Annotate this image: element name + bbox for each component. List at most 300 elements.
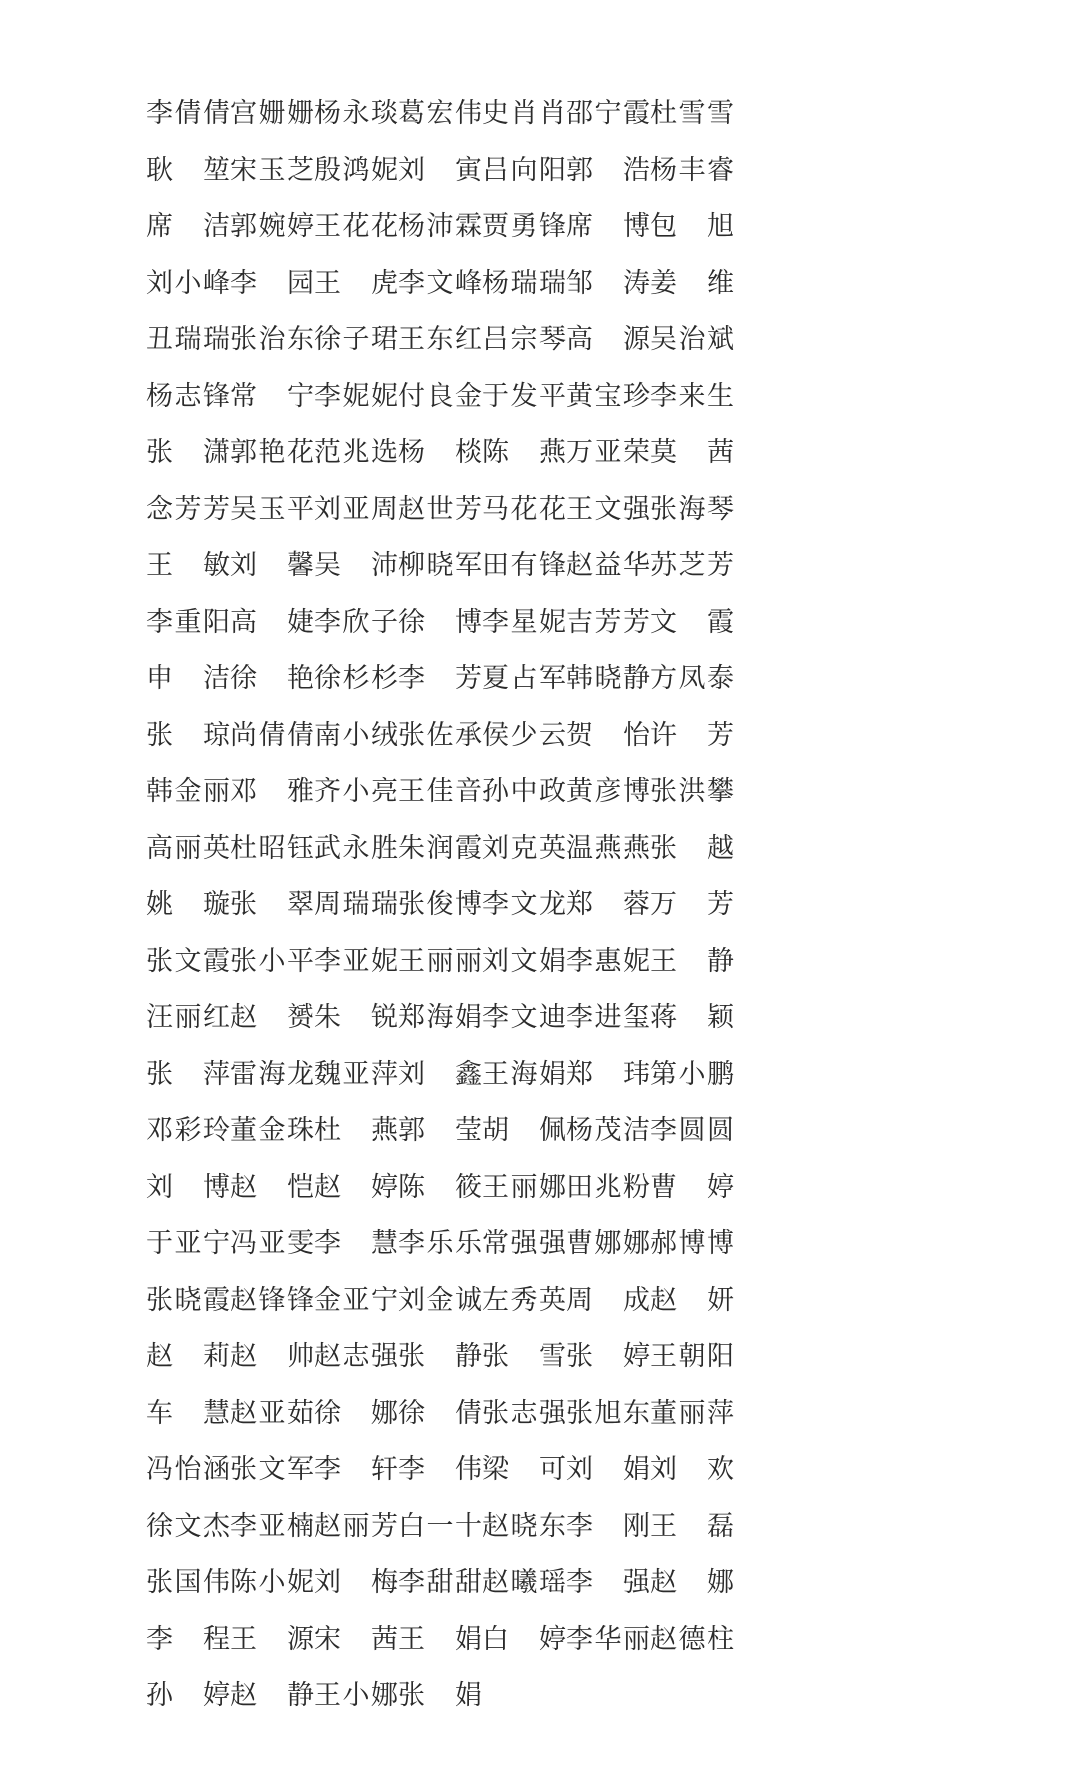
name-char: 洁 [623, 1115, 650, 1147]
name-char: 刘 [146, 267, 173, 299]
name-entry [398, 1111, 482, 1151]
name-entry [146, 207, 230, 247]
name-entry [566, 603, 650, 643]
name-char: 张 [398, 1341, 425, 1373]
name-char: 席 [566, 211, 593, 243]
name-char: 静 [455, 1341, 482, 1373]
name-entry [230, 1394, 314, 1434]
name-entry [314, 377, 398, 417]
name-char: 小 [678, 1058, 706, 1090]
name-char: 国 [174, 1567, 202, 1599]
name-char: 燕 [371, 1115, 398, 1147]
name-char: 张 [650, 776, 677, 808]
name-char: 轩 [371, 1454, 398, 1486]
name-char: 博 [623, 211, 650, 243]
name-char: 园 [287, 267, 314, 299]
name-char: 尚 [230, 719, 257, 751]
name-char: 乐 [426, 1228, 454, 1260]
name-char: 赵 [398, 493, 425, 525]
name-char: 子 [342, 324, 370, 356]
name-entry [650, 1111, 734, 1151]
name-char: 艳 [258, 437, 286, 469]
name-char: 李 [398, 1567, 425, 1599]
name-row [146, 143, 946, 200]
name-char: 娟 [539, 945, 566, 977]
name-char: 欣 [342, 606, 370, 638]
name-char: 艳 [287, 663, 314, 695]
name-entry [230, 942, 314, 982]
name-char: 周 [314, 889, 341, 921]
name-char: 李 [398, 1228, 425, 1260]
name-char: 堃 [203, 154, 230, 186]
name-char: 王 [314, 211, 341, 243]
name-char: 欢 [707, 1454, 734, 1486]
name-entry [650, 829, 734, 869]
name-char: 周 [566, 1284, 593, 1316]
name-char: 李 [482, 1002, 509, 1034]
name-char: 甜 [426, 1567, 454, 1599]
name-entry [650, 942, 734, 982]
name-char: 李 [398, 267, 425, 299]
name-char: 赵 [482, 1567, 509, 1599]
name-entry [398, 433, 482, 473]
name-char: 洪 [678, 776, 706, 808]
name-char: 霞 [203, 1284, 230, 1316]
name-entry [398, 264, 482, 304]
name-char: 邹 [566, 267, 593, 299]
name-char: 刘 [314, 1567, 341, 1599]
name-char: 梅 [371, 1567, 398, 1599]
name-char: 郭 [566, 154, 593, 186]
name-char: 平 [539, 380, 566, 412]
name-entry [482, 151, 566, 191]
name-char: 茂 [594, 1115, 622, 1147]
name-char: 德 [678, 1623, 706, 1655]
name-char: 娜 [707, 1567, 734, 1599]
name-char: 李 [398, 663, 425, 695]
name-char: 温 [566, 832, 593, 864]
name-entry [146, 1620, 230, 1660]
name-char: 雪 [678, 98, 706, 130]
name-row [146, 1329, 946, 1386]
name-char: 静 [287, 1680, 314, 1712]
name-entry [230, 1055, 314, 1095]
name-char: 姗 [258, 98, 286, 130]
name-char: 吴 [230, 493, 257, 525]
name-char: 娜 [371, 1680, 398, 1712]
name-char: 迪 [539, 1002, 566, 1034]
name-entry [146, 546, 230, 586]
name-entry [314, 1563, 398, 1603]
name-entry [650, 998, 734, 1038]
name-char: 邓 [230, 776, 257, 808]
name-char: 芳 [707, 550, 734, 582]
name-char: 亚 [342, 945, 370, 977]
name-char: 娟 [455, 1002, 482, 1034]
name-char: 婷 [707, 1171, 734, 1203]
name-entry [314, 659, 398, 699]
name-char: 成 [623, 1284, 650, 1316]
name-char: 小 [258, 945, 286, 977]
name-char: 馨 [287, 550, 314, 582]
name-char: 赵 [314, 1341, 341, 1373]
name-char: 常 [482, 1228, 509, 1260]
name-char: 茜 [371, 1623, 398, 1655]
name-char: 张 [230, 324, 257, 356]
name-entry [566, 829, 650, 869]
name-char: 赵 [230, 1002, 257, 1034]
name-char: 张 [482, 1341, 509, 1373]
name-char: 黄 [566, 380, 593, 412]
name-entry [398, 659, 482, 699]
name-char: 瑶 [539, 1567, 566, 1599]
name-char: 武 [314, 832, 341, 864]
name-entry [482, 1507, 566, 1547]
name-char: 王 [482, 1058, 509, 1090]
name-char: 丽 [455, 945, 482, 977]
name-entry [650, 1337, 734, 1377]
name-char: 宁 [594, 98, 622, 130]
name-char: 斌 [707, 324, 734, 356]
name-row [146, 1668, 946, 1725]
name-char: 睿 [707, 154, 734, 186]
name-entry [146, 94, 230, 134]
name-entry [566, 1337, 650, 1377]
name-char: 金 [258, 1115, 286, 1147]
name-char: 第 [650, 1058, 677, 1090]
name-char: 梁 [482, 1454, 509, 1486]
name-char: 强 [539, 1397, 566, 1429]
name-entry [314, 1224, 398, 1264]
name-char: 杨 [146, 380, 173, 412]
name-char: 玲 [203, 1115, 230, 1147]
name-entry [650, 1563, 734, 1603]
name-row [146, 1555, 946, 1612]
name-char: 王 [650, 945, 677, 977]
name-entry [482, 433, 566, 473]
name-char: 赵 [230, 1341, 257, 1373]
name-entry [314, 151, 398, 191]
name-entry [482, 772, 566, 812]
name-char: 亚 [174, 1228, 202, 1260]
name-char: 丽 [426, 945, 454, 977]
name-char: 志 [342, 1341, 370, 1373]
name-char: 有 [510, 550, 538, 582]
name-char: 王 [398, 776, 425, 808]
name-char: 夏 [482, 663, 509, 695]
name-entry [230, 1563, 314, 1603]
name-entry [566, 546, 650, 586]
name-char: 妮 [287, 1567, 314, 1599]
name-char: 寅 [455, 154, 482, 186]
name-char: 文 [594, 493, 622, 525]
name-char: 妮 [342, 380, 370, 412]
name-char: 花 [371, 211, 398, 243]
name-char: 杨 [482, 267, 509, 299]
name-char: 刘 [398, 154, 425, 186]
name-char: 玮 [623, 1058, 650, 1090]
name-char: 张 [650, 832, 677, 864]
name-char: 吉 [566, 606, 593, 638]
name-char: 萍 [203, 1058, 230, 1090]
name-char: 源 [287, 1623, 314, 1655]
name-char: 郑 [398, 1002, 425, 1034]
name-entry [566, 716, 650, 756]
name-char: 范 [314, 437, 341, 469]
name-char: 良 [426, 380, 454, 412]
name-char: 李 [314, 606, 341, 638]
name-char: 一 [426, 1510, 454, 1542]
name-entry [650, 94, 734, 134]
name-char: 益 [594, 550, 622, 582]
name-entry [146, 1676, 230, 1716]
name-char: 丽 [174, 1002, 202, 1034]
name-entry [146, 1507, 230, 1547]
name-char: 张 [650, 493, 677, 525]
name-char: 妍 [707, 1284, 734, 1316]
name-char: 花 [287, 437, 314, 469]
name-char: 郭 [398, 1115, 425, 1147]
name-entry [482, 1620, 566, 1660]
name-row [146, 1442, 946, 1499]
name-char: 璇 [203, 889, 230, 921]
name-char: 文 [510, 889, 538, 921]
name-entry [314, 1507, 398, 1547]
name-entry [398, 603, 482, 643]
name-char: 雪 [707, 98, 734, 130]
name-char: 浩 [623, 154, 650, 186]
name-char: 钰 [287, 832, 314, 864]
name-char: 玉 [258, 154, 286, 186]
name-entry [482, 659, 566, 699]
name-row [146, 369, 946, 426]
name-row [146, 482, 946, 539]
name-char: 旭 [594, 1397, 622, 1429]
name-entry [566, 659, 650, 699]
name-char: 南 [314, 719, 341, 751]
name-char: 博 [707, 1228, 734, 1260]
name-char: 霞 [707, 606, 734, 638]
name-char: 倩 [174, 98, 202, 130]
name-entry [482, 1394, 566, 1434]
name-char: 宁 [371, 1284, 398, 1316]
name-row [146, 1103, 946, 1160]
name-char: 文 [510, 945, 538, 977]
name-char: 娜 [371, 1397, 398, 1429]
name-char: 锐 [371, 1002, 398, 1034]
name-entry [230, 1168, 314, 1208]
name-char: 峰 [455, 267, 482, 299]
name-char: 燕 [539, 437, 566, 469]
name-char: 婷 [539, 1623, 566, 1655]
name-char: 李 [230, 1510, 257, 1542]
name-entry [482, 885, 566, 925]
name-entry [398, 1563, 482, 1603]
name-char: 田 [482, 550, 509, 582]
name-char: 刚 [623, 1510, 650, 1542]
name-char: 强 [623, 1567, 650, 1599]
name-char: 小 [342, 1680, 370, 1712]
name-char: 亚 [342, 1058, 370, 1090]
name-char: 许 [650, 719, 677, 751]
name-char: 英 [539, 832, 566, 864]
name-char: 雅 [287, 776, 314, 808]
name-char: 陈 [230, 1567, 257, 1599]
name-char: 晓 [426, 550, 454, 582]
name-entry [230, 433, 314, 473]
name-entry [398, 716, 482, 756]
name-char: 发 [510, 380, 538, 412]
name-char: 蓉 [623, 889, 650, 921]
name-entry [314, 320, 398, 360]
name-char: 丽 [174, 832, 202, 864]
name-char: 芳 [623, 606, 650, 638]
name-char: 甜 [455, 1567, 482, 1599]
name-char: 萍 [707, 1397, 734, 1429]
name-char: 瑞 [342, 889, 370, 921]
name-char: 小 [342, 776, 370, 808]
name-char: 宋 [314, 1623, 341, 1655]
name-entry [650, 772, 734, 812]
name-char: 博 [455, 606, 482, 638]
name-entry [398, 1620, 482, 1660]
name-char: 东 [539, 1510, 566, 1542]
name-entry [650, 377, 734, 417]
name-char: 刘 [482, 832, 509, 864]
name-char: 敏 [203, 550, 230, 582]
name-char: 张 [230, 945, 257, 977]
name-entry [398, 885, 482, 925]
name-char: 张 [230, 889, 257, 921]
name-char: 张 [146, 1284, 173, 1316]
name-entry [566, 1281, 650, 1321]
name-char: 润 [426, 832, 454, 864]
name-row [146, 86, 946, 143]
name-char: 邓 [146, 1115, 173, 1147]
name-char: 张 [230, 1454, 257, 1486]
name-char: 刘 [398, 1058, 425, 1090]
name-entry [650, 546, 734, 586]
name-char: 宋 [230, 154, 257, 186]
name-char: 乐 [455, 1228, 482, 1260]
name-char: 杉 [342, 663, 370, 695]
name-entry [314, 772, 398, 812]
name-char: 静 [623, 663, 650, 695]
name-char: 婕 [287, 606, 314, 638]
name-char: 朱 [398, 832, 425, 864]
name-char: 姗 [287, 98, 314, 130]
name-entry [566, 1450, 650, 1490]
name-char: 星 [510, 606, 538, 638]
name-entry [482, 603, 566, 643]
name-char: 粉 [623, 1171, 650, 1203]
name-char: 曹 [650, 1171, 677, 1203]
name-char: 张 [566, 1341, 593, 1373]
name-char: 燕 [594, 832, 622, 864]
name-char: 白 [398, 1510, 425, 1542]
name-entry [314, 264, 398, 304]
name-char: 黄 [566, 776, 593, 808]
name-char: 文 [174, 945, 202, 977]
name-char: 婉 [258, 211, 286, 243]
name-entry [146, 264, 230, 304]
name-char: 宁 [203, 1228, 230, 1260]
name-entry [314, 1450, 398, 1490]
name-entry [566, 1111, 650, 1151]
name-char: 杨 [650, 154, 677, 186]
name-char: 佩 [539, 1115, 566, 1147]
name-char: 赵 [482, 1510, 509, 1542]
name-char: 萍 [371, 1058, 398, 1090]
name-char: 包 [650, 211, 677, 243]
name-entry [650, 490, 734, 530]
name-char: 翠 [287, 889, 314, 921]
name-entry [398, 1281, 482, 1321]
name-entry [650, 659, 734, 699]
name-entry [398, 829, 482, 869]
name-char: 博 [623, 776, 650, 808]
name-char: 赵 [566, 550, 593, 582]
name-char: 李 [314, 1454, 341, 1486]
name-char: 王 [398, 945, 425, 977]
name-char: 妮 [371, 380, 398, 412]
name-char: 丽 [342, 1510, 370, 1542]
name-char: 车 [146, 1397, 173, 1429]
name-char: 刘 [650, 1454, 677, 1486]
name-char: 琼 [203, 719, 230, 751]
name-char: 蒋 [650, 1002, 677, 1034]
name-char: 霞 [203, 945, 230, 977]
name-entry [482, 1337, 566, 1377]
name-char: 吴 [314, 550, 341, 582]
name-entry [230, 1450, 314, 1490]
name-char: 涵 [203, 1454, 230, 1486]
name-entry [566, 942, 650, 982]
name-char: 小 [342, 719, 370, 751]
name-char: 赵 [650, 1623, 677, 1655]
name-char: 肖 [510, 98, 538, 130]
name-entry [230, 546, 314, 586]
name-char: 泰 [707, 663, 734, 695]
name-char: 柱 [707, 1623, 734, 1655]
name-char: 芳 [594, 606, 622, 638]
name-entry [566, 1394, 650, 1434]
name-entry [146, 1055, 230, 1095]
name-char: 军 [287, 1454, 314, 1486]
name-entry [146, 151, 230, 191]
name-char: 怡 [623, 719, 650, 751]
name-char: 霞 [455, 832, 482, 864]
name-char: 徐 [230, 663, 257, 695]
name-char: 芳 [455, 493, 482, 525]
name-entry [566, 998, 650, 1038]
name-row [146, 1273, 946, 1330]
name-entry [650, 1394, 734, 1434]
name-char: 张 [146, 719, 173, 751]
name-char: 宫 [230, 98, 257, 130]
name-char: 宗 [510, 324, 538, 356]
name-char: 珺 [371, 324, 398, 356]
name-char: 勇 [510, 211, 538, 243]
name-char: 娟 [455, 1623, 482, 1655]
name-char: 沛 [371, 550, 398, 582]
name-entry [230, 1620, 314, 1660]
name-char: 李 [398, 1454, 425, 1486]
name-entry [146, 942, 230, 982]
name-char: 东 [287, 324, 314, 356]
name-entry [230, 1224, 314, 1264]
name-char: 曹 [566, 1228, 593, 1260]
